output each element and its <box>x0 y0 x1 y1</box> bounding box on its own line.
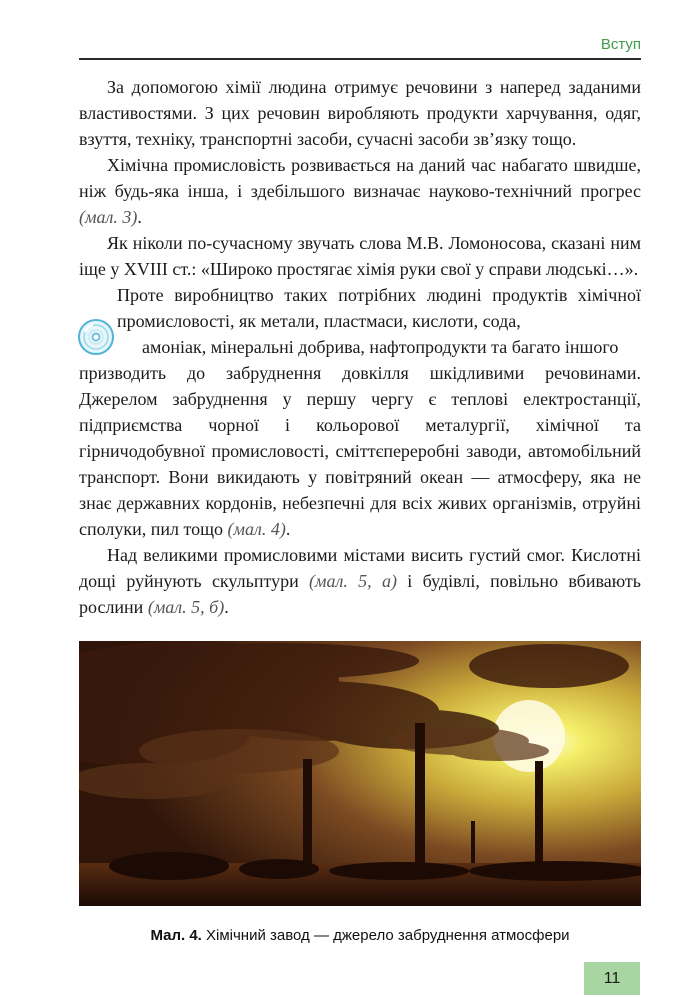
figure-ref-5a: (мал. 5, а) <box>309 571 397 591</box>
paragraph-5 <box>79 542 641 620</box>
page-content <box>79 74 641 620</box>
paragraph-2 <box>79 152 641 230</box>
figure-ref-3: (мал. 3) <box>79 207 138 227</box>
paragraph-5-text-1: Над великими промисловими містами висить густий смог. Кислотні дощі руйнують скульптури <box>79 545 641 591</box>
figure-ref-5b: (мал. 5, б) <box>147 597 225 617</box>
caption-text: Хімічний завод — джерело забруднення атмосфери <box>201 927 570 944</box>
paragraph-3: Як ніколи по-сучасному звучать слова М.В. Ломоносова, сказані ним іще у XVIII ст.: «Широко простягає хімія руки свої у справи людські…». <box>79 233 641 279</box>
paragraph-4-end: . <box>285 519 291 539</box>
paragraph-1: За допомогою хімії людина отримує речовини з наперед заданими властивостями. З цих речовин виробляють продукти харчування, одяг, взуття, техніку, транспортні засоби, сучасні засоби зв’язку тощо. <box>79 77 641 149</box>
paragraph-4-text: призводить до забруднення довкілля шкідливими речовинами. Джерелом забруднення у першу чергу є теплові електростанції, підприємства чорної і кольорової металургії, хімічної та гірничодобувної промисловості, сміттєпереробні заводи, автомобільний транспорт. Вони викидають у повітряний океан — атмосферу, яка не знає державних кордонів, небезпечні для всіх живих організмів, отруйні сполуки, пил тощо <box>79 363 641 539</box>
paragraph-5-end: . <box>224 597 229 617</box>
paragraph-4-line-1: Проте виробництво таких потрібних людині продуктів хімічної промисловості, як метали, пластмаси, кислоти, сода, <box>117 285 641 331</box>
page-header <box>79 30 641 60</box>
paragraph-5-text-2: і будівлі, повільно вбивають рослини <box>79 571 642 617</box>
factory-smokestacks-image <box>79 641 641 906</box>
paragraph-4 <box>79 360 641 542</box>
paragraph-2-end: . <box>137 207 142 227</box>
section-title: Вступ <box>600 36 641 53</box>
figure-caption <box>79 927 641 944</box>
figure-ref-4: (мал. 4) <box>227 519 286 539</box>
paragraph-2-text: Хімічна промисловість розвивається на даний час набагато швидше, ніж будь-яка інша, і здебільшого визначає науково-технічний прогрес <box>79 155 641 201</box>
paragraph-4-line-2: амоніак, мінеральні добрива, нафтопродукти та багато іншого <box>142 337 619 357</box>
page-number: 11 <box>584 962 640 995</box>
caption-label: Мал. 4. <box>150 927 202 944</box>
